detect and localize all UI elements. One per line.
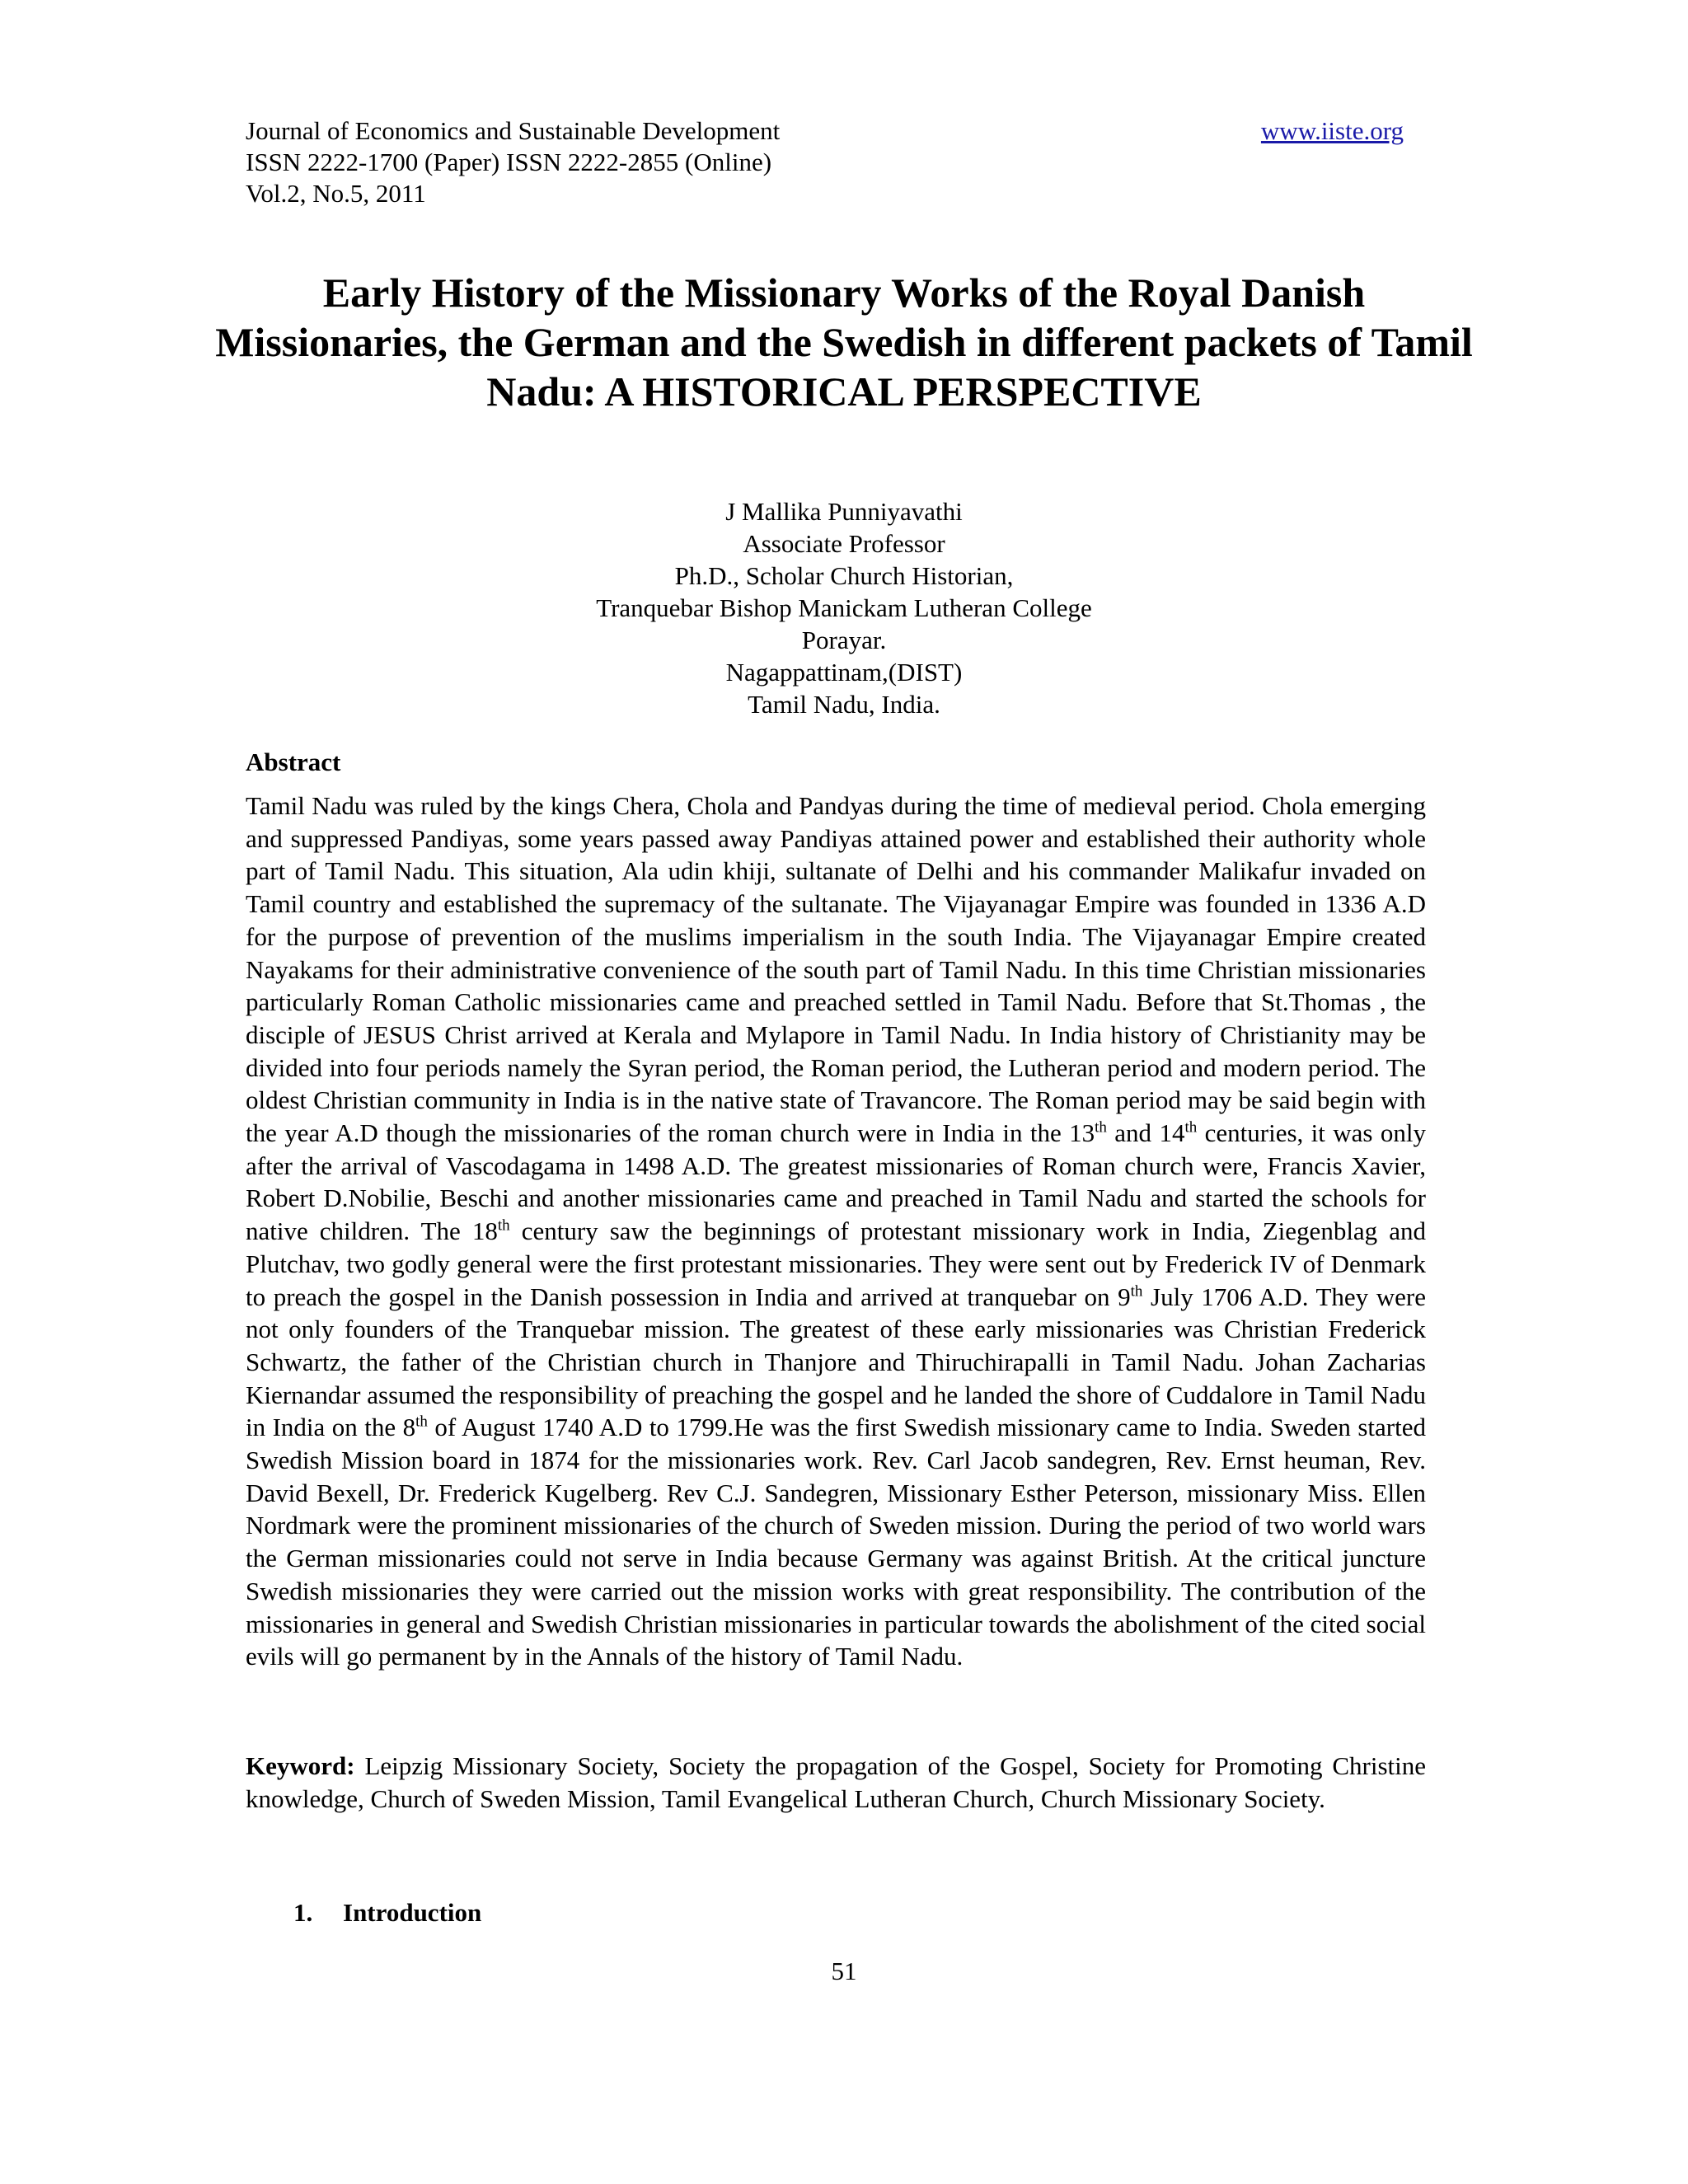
abstract-text-part: of August 1740 A.D to 1799.He was the first Swedish missionary came to India. Sweden started Swedish Mission board in 1874 for the missionaries work. Rev. Carl Jacob sandegren, Rev. Ernst heuman, Rev. David Bexell, Dr. Frederick Kugelberg. Rev C.J. Sandegren, Missionary Esther Peterson, missionary Miss. Ellen Nordmark were the prominent missionaries of the church of Sweden mission. During the period of two world wars the German missionaries could not serve in India because Germany was against British. At the critical juncture Swedish missionaries they were carried out the mission works with great responsibility. The contribution of the missionaries in general and Swedish Christian missionaries in particular towards the abolishment of the cited social evils will go permanent by in the Annals of the history of Tamil Nadu. (246, 1413, 1427, 1671)
introduction-heading (293, 1897, 481, 1929)
page-number: 51 (831, 1957, 857, 1985)
author-degree: Ph.D., Scholar Church Historian, (674, 561, 1014, 590)
author-name: J Mallika Punniyavathi (725, 497, 963, 526)
section-title: Introduction (343, 1898, 482, 1927)
author-block (0, 495, 1688, 720)
author-district: Nagappattinam,(DIST) (725, 658, 963, 687)
abstract-text-part: July 1706 A.D. They were not only founders of the Tranquebar mission. The greatest of these early missionaries was Christian Frederick Schwartz, the father of the Christian church in Thanjore and Thiruchirapalli in Tamil Nadu. Johan Zacharias Kiernandar assumed the responsibility of preaching the gospel and he landed the shore of Cuddalore in Tamil Nadu in India on the 8 (246, 1282, 1426, 1442)
abstract-text-part: centuries, it was only after the arrival of Vascodagama in 1498 A.D. The greatest missionaries of Roman church were, Francis Xavier, Robert D.Nobilie, Beschi and another missionaries came and preached in Tamil Nadu and started the schools for native children. The 18 (246, 1118, 1426, 1246)
keywords-label: Keyword: (246, 1751, 355, 1780)
journal-website-link[interactable]: www.iiste.org (1260, 116, 1404, 145)
paper-title: Early History of the Missionary Works of the Royal Danish Missionaries, the German and the Swedish in different packets of Tamil Nadu: A HISTORICAL PERSPECTIVE (215, 269, 1473, 415)
superscript: th (1095, 1118, 1107, 1137)
author-position: Associate Professor (743, 529, 945, 558)
abstract-text-part: and 14 (1106, 1118, 1185, 1148)
keywords-paragraph (246, 1750, 1426, 1815)
abstract-text-part: century saw the beginnings of protestant missionary work in India, Ziegenblag and Plutchav, two godly general were the first protestant missionaries. They were sent out by Frederick IV of Denmark to preach the gospel in the Danish possession in India and arrived at tranquebar on 9 (246, 1216, 1427, 1311)
superscript: th (1184, 1118, 1198, 1137)
superscript: th (1130, 1282, 1143, 1301)
author-town: Porayar. (801, 626, 887, 654)
abstract-text-part: Tamil Nadu was ruled by the kings Chera, Chola and Pandyas during the time of medieval period. Chola emerging and suppressed Pandiyas, some years passed away Pandiyas attained power and established their authority whole part of Tamil Nadu. This situation, Ala udin khiji, sultanate of Delhi and his commander Malikafur invaded on Tamil country and established the supremacy of the sultanate. The Vijayanagar Empire was founded in 1336 A.D for the purpose of prevention of the muslims imperialism in the south India. The Vijayanagar Empire created Nayakams for their administrative convenience of the south part of Tamil Nadu. In this time Christian missionaries particularly Roman Catholic missionaries came and preached settled in Tamil Nadu. Before that St.Thomas , the disciple of JESUS Christ arrived at Kerala and Mylapore in Tamil Nadu. In India history of Christianity may be divided into four periods namely the Syran period, the Roman period, the Lutheran period and modern period. The oldest Christian community in India is in the native state of Travancore. The Roman period may be said begin with the year A.D though the missionaries of the roman church were in India in the 13 (246, 791, 1426, 1148)
keywords-text: Leipzig Missionary Society, Society the propagation of the Gospel, Society for Promoting Christine knowledge, Church of Sweden Mission, Tamil Evangelical Lutheran Church, Church Missionary Society. (246, 1751, 1426, 1813)
abstract-text (246, 790, 1426, 1673)
journal-issn: ISSN 2222-1700 (Paper) ISSN 2222-2855 (Online) (246, 148, 772, 176)
journal-volume: Vol.2, No.5, 2011 (246, 179, 426, 208)
superscript: th (415, 1413, 428, 1432)
journal-header (246, 115, 1404, 209)
author-country: Tamil Nadu, India. (748, 690, 940, 719)
abstract-heading: Abstract (246, 748, 341, 776)
section-number: 1. (293, 1898, 313, 1927)
superscript: th (497, 1216, 510, 1235)
author-institution: Tranquebar Bishop Manickam Lutheran College (596, 593, 1092, 622)
journal-name: Journal of Economics and Sustainable Development (246, 116, 781, 145)
journal-header-row (246, 115, 1404, 147)
